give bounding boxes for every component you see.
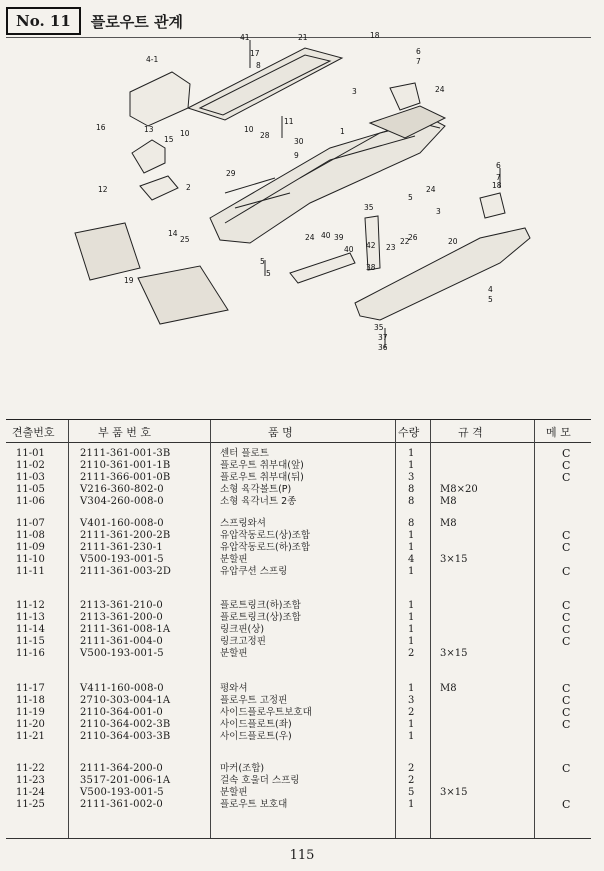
callout-label: 25 xyxy=(180,235,190,244)
callout-label: 6 xyxy=(416,47,421,56)
section-title: 플로우트 관계 xyxy=(90,12,183,31)
cell-part: V304-260-008-0 xyxy=(80,496,164,507)
callout-label: 16 xyxy=(96,123,106,132)
section-number-box: No. 11 xyxy=(6,7,81,35)
table-row xyxy=(6,565,591,578)
cell-qty: 4 xyxy=(408,554,415,565)
cell-part: V500-193-001-5 xyxy=(80,648,164,659)
callout-label: 11 xyxy=(284,117,294,126)
table-header xyxy=(6,420,591,443)
callout-label: 35 xyxy=(374,323,384,332)
callout-label: 4 xyxy=(488,285,493,294)
cell-code: 11-25 xyxy=(16,799,45,810)
cell-memo: C xyxy=(562,541,571,554)
cell-qty: 3 xyxy=(408,472,415,483)
callout-label: 15 xyxy=(164,135,174,144)
cell-code: 11-11 xyxy=(16,566,45,577)
callout-label: 28 xyxy=(260,131,270,140)
cell-spec: M8 xyxy=(440,518,457,529)
cell-part: 2111-361-001-3B xyxy=(80,448,171,459)
cell-qty: 2 xyxy=(408,648,415,659)
callout-label: 35 xyxy=(364,203,374,212)
cell-name: 링크핀(상) xyxy=(220,624,265,635)
callout-label: 3 xyxy=(352,87,357,96)
table-row xyxy=(6,730,591,743)
cell-memo: C xyxy=(562,682,571,695)
cell-name: 링크고정핀 xyxy=(220,636,266,647)
callout-label: 40 xyxy=(344,245,354,254)
cell-code: 11-02 xyxy=(16,460,45,471)
cell-part: V411-160-008-0 xyxy=(80,683,164,694)
cell-code: 11-03 xyxy=(16,472,45,483)
cell-spec: 3×15 xyxy=(440,648,468,659)
callout-label: 19 xyxy=(124,276,134,285)
cell-code: 11-22 xyxy=(16,763,45,774)
cell-qty: 8 xyxy=(408,484,415,495)
cell-name: 플로우트 취부대(앞) xyxy=(220,460,304,471)
cell-name: 센터 플로트 xyxy=(220,448,269,459)
table-row xyxy=(6,495,591,508)
callout-label: 5 xyxy=(260,257,265,266)
cell-name: 소형 육각너트 2종 xyxy=(220,496,297,507)
cell-qty: 5 xyxy=(408,787,415,798)
cell-qty: 1 xyxy=(408,719,415,730)
cell-name: 유압작동로드(상)조합 xyxy=(220,530,311,541)
callout-label: 26 xyxy=(408,233,418,242)
cell-qty: 2 xyxy=(408,707,415,718)
parts-table xyxy=(6,419,591,839)
callout-label: 7 xyxy=(496,173,501,182)
callout-label: 39 xyxy=(334,233,344,242)
header-memo: 메 모 xyxy=(546,426,571,439)
cell-name: 분할핀 xyxy=(220,648,248,659)
cell-code: 11-24 xyxy=(16,787,45,798)
cell-part: 2113-361-200-0 xyxy=(80,612,163,623)
cell-part: V401-160-008-0 xyxy=(80,518,164,529)
cell-code: 11-16 xyxy=(16,648,45,659)
callout-label: 21 xyxy=(298,33,308,42)
cell-memo: C xyxy=(562,447,571,460)
callout-label: 24 xyxy=(305,233,315,242)
cell-name: 사이드플로트(우) xyxy=(220,731,292,742)
cell-memo: C xyxy=(562,694,571,707)
cell-part: 2111-361-004-0 xyxy=(80,636,163,647)
callout-label: 9 xyxy=(294,151,299,160)
cell-name: 플로우트 보호대 xyxy=(220,799,288,810)
callout-label: 6 xyxy=(496,161,501,170)
cell-memo: C xyxy=(562,718,571,731)
cell-memo: C xyxy=(562,762,571,775)
callout-label: 8 xyxy=(256,61,261,70)
cell-name: 플로트링크(하)조합 xyxy=(220,600,301,611)
cell-name: 사이드플로우트보호대 xyxy=(220,707,312,718)
cell-qty: 1 xyxy=(408,542,415,553)
cell-qty: 1 xyxy=(408,566,415,577)
cell-qty: 8 xyxy=(408,496,415,507)
cell-name: 유압작동로드(하)조합 xyxy=(220,542,311,553)
cell-qty: 1 xyxy=(408,731,415,742)
cell-qty: 1 xyxy=(408,600,415,611)
cell-code: 11-06 xyxy=(16,496,45,507)
callout-label: 3 xyxy=(436,207,441,216)
cell-part: V500-193-001-5 xyxy=(80,787,164,798)
cell-part: 2710-303-004-1A xyxy=(80,695,171,706)
cell-memo: C xyxy=(562,706,571,719)
cell-part: 2111-366-001-0B xyxy=(80,472,171,483)
page-number: 115 xyxy=(289,848,315,863)
callout-label: 36 xyxy=(378,343,388,352)
cell-memo: C xyxy=(562,565,571,578)
cell-name: 스프링와셔 xyxy=(220,518,266,529)
callout-label: 38 xyxy=(366,263,376,272)
cell-part: 2111-361-200-2B xyxy=(80,530,171,541)
cell-code: 11-13 xyxy=(16,612,45,623)
cell-qty: 1 xyxy=(408,624,415,635)
cell-qty: 2 xyxy=(408,763,415,774)
cell-qty: 1 xyxy=(408,799,415,810)
cell-memo: C xyxy=(562,529,571,542)
cell-code: 11-10 xyxy=(16,554,45,565)
cell-qty: 1 xyxy=(408,636,415,647)
callout-label: 13 xyxy=(144,125,154,134)
callout-label: 22 xyxy=(400,237,410,246)
cell-part: 2111-364-200-0 xyxy=(80,763,163,774)
cell-memo: C xyxy=(562,471,571,484)
callout-label: 5 xyxy=(408,193,413,202)
cell-part: 2110-364-001-0 xyxy=(80,707,163,718)
callout-label: 24 xyxy=(426,185,436,194)
cell-spec: M8×20 xyxy=(440,484,478,495)
callout-label: 42 xyxy=(366,241,376,250)
cell-part: 2111-361-230-1 xyxy=(80,542,163,553)
cell-name: 걸속 호울더 스프링 xyxy=(220,775,300,786)
cell-part: 2110-364-003-3B xyxy=(80,731,171,742)
callout-label: 5 xyxy=(266,269,271,278)
callout-label: 12 xyxy=(98,185,108,194)
callout-label: 18 xyxy=(370,31,380,40)
header-qty: 수량 xyxy=(398,426,420,439)
cell-qty: 8 xyxy=(408,518,415,529)
cell-part: V216-360-802-0 xyxy=(80,484,164,495)
cell-qty: 1 xyxy=(408,612,415,623)
cell-spec: M8 xyxy=(440,683,457,694)
cell-name: 분할핀 xyxy=(220,787,248,798)
cell-code: 11-20 xyxy=(16,719,45,730)
cell-memo: C xyxy=(562,635,571,648)
callout-label: 23 xyxy=(386,243,396,252)
cell-name: 유압쿠션 스프링 xyxy=(220,566,288,577)
table-row xyxy=(6,798,591,811)
cell-code: 11-19 xyxy=(16,707,45,718)
cell-name: 마커(조합) xyxy=(220,763,265,774)
cell-qty: 1 xyxy=(408,460,415,471)
callout-label: 41 xyxy=(240,33,250,42)
callout-label: 20 xyxy=(448,237,458,246)
cell-code: 11-23 xyxy=(16,775,45,786)
callout-label: 10 xyxy=(180,129,190,138)
exploded-parts-diagram xyxy=(60,28,540,363)
cell-memo: C xyxy=(562,611,571,624)
cell-qty: 3 xyxy=(408,695,415,706)
cell-part: 2111-361-003-2D xyxy=(80,566,172,577)
callout-label: 2 xyxy=(186,183,191,192)
cell-code: 11-12 xyxy=(16,600,45,611)
cell-code: 11-18 xyxy=(16,695,45,706)
cell-part: 2110-361-001-1B xyxy=(80,460,171,471)
callout-label: 40 xyxy=(321,231,331,240)
callout-label: 4-1 xyxy=(146,55,159,64)
callout-label: 30 xyxy=(294,137,304,146)
cell-name: 분할핀 xyxy=(220,554,248,565)
cell-code: 11-21 xyxy=(16,731,45,742)
cell-qty: 2 xyxy=(408,775,415,786)
cell-code: 11-17 xyxy=(16,683,45,694)
cell-spec: M8 xyxy=(440,496,457,507)
cell-code: 11-08 xyxy=(16,530,45,541)
cell-part: V500-193-001-5 xyxy=(80,554,164,565)
cell-part: 2110-364-002-3B xyxy=(80,719,171,730)
callout-label: 7 xyxy=(416,57,421,66)
callout-label: 29 xyxy=(226,169,236,178)
cell-memo: C xyxy=(562,459,571,472)
callout-label: 1 xyxy=(340,127,345,136)
cell-memo: C xyxy=(562,798,571,811)
cell-name: 사이드플로트(좌) xyxy=(220,719,292,730)
cell-name: 플로트링크(상)조합 xyxy=(220,612,301,623)
cell-part: 2111-361-002-0 xyxy=(80,799,163,810)
callout-label: 5 xyxy=(488,295,493,304)
cell-name: 소형 육각볼트(P) xyxy=(220,484,292,495)
cell-spec: 3×15 xyxy=(440,787,468,798)
cell-name: 플로우트 고정핀 xyxy=(220,695,288,706)
cell-memo: C xyxy=(562,599,571,612)
header-code: 견출번호 xyxy=(12,426,55,439)
cell-spec: 3×15 xyxy=(440,554,468,565)
callout-label: 17 xyxy=(250,49,260,58)
cell-code: 11-14 xyxy=(16,624,45,635)
callout-label: 10 xyxy=(244,125,254,134)
cell-qty: 1 xyxy=(408,530,415,541)
cell-name: 플로우트 취부대(뒤) xyxy=(220,472,304,483)
callout-label: 18 xyxy=(492,181,502,190)
callout-label: 14 xyxy=(168,229,178,238)
header-name: 품 명 xyxy=(268,426,293,439)
cell-part: 3517-201-006-1A xyxy=(80,775,171,786)
cell-name: 평와셔 xyxy=(220,683,248,694)
cell-code: 11-15 xyxy=(16,636,45,647)
cell-part: 2111-361-008-1A xyxy=(80,624,171,635)
header-part: 부 품 번 호 xyxy=(98,426,151,439)
cell-code: 11-09 xyxy=(16,542,45,553)
cell-memo: C xyxy=(562,623,571,636)
cell-code: 11-05 xyxy=(16,484,45,495)
cell-code: 11-07 xyxy=(16,518,45,529)
callout-label: 37 xyxy=(378,333,388,342)
cell-qty: 1 xyxy=(408,683,415,694)
callout-label: 24 xyxy=(435,85,445,94)
cell-part: 2113-361-210-0 xyxy=(80,600,163,611)
table-row xyxy=(6,647,591,660)
cell-code: 11-01 xyxy=(16,448,45,459)
header-spec: 규 격 xyxy=(458,426,483,439)
cell-qty: 1 xyxy=(408,448,415,459)
